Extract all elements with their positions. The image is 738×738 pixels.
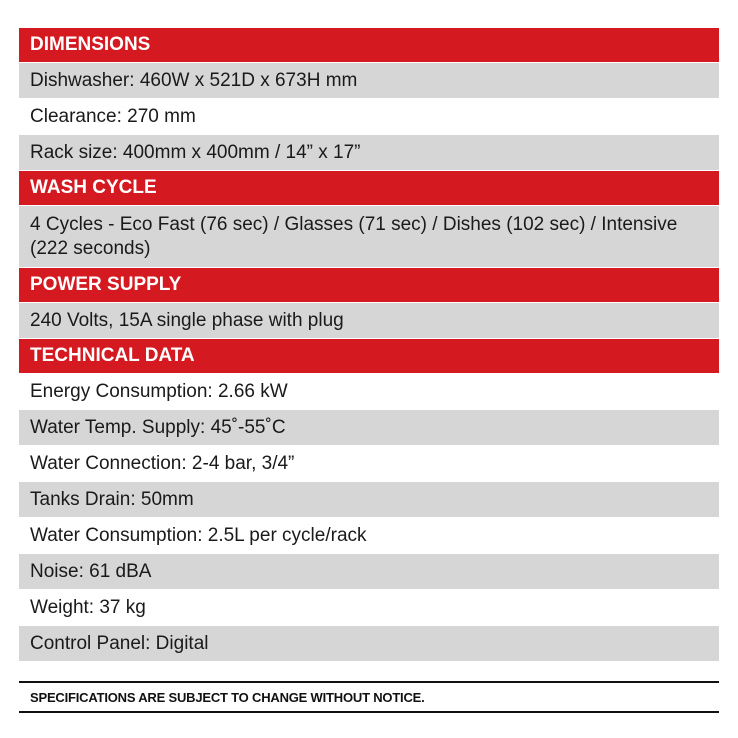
spec-row-water-consumption: Water Consumption: 2.5L per cycle/rack — [19, 518, 719, 554]
spec-row-water-temp: Water Temp. Supply: 45˚-55˚C — [19, 410, 719, 446]
spec-row-noise: Noise: 61 dBA — [19, 554, 719, 590]
spec-row-water-connection: Water Connection: 2-4 bar, 3/4” — [19, 446, 719, 482]
spec-row-control-panel: Control Panel: Digital — [19, 626, 719, 662]
spec-row-energy: Energy Consumption: 2.66 kW — [19, 374, 719, 410]
spec-row-dishwasher-size: Dishwasher: 460W x 521D x 673H mm — [19, 63, 719, 99]
section-header-wash-cycle: WASH CYCLE — [19, 171, 719, 206]
spec-table — [19, 28, 719, 662]
section-header-dimensions: DIMENSIONS — [19, 28, 719, 63]
spec-row-rack-size: Rack size: 400mm x 400mm / 14” x 17” — [19, 135, 719, 171]
spec-row-cycles: 4 Cycles - Eco Fast (76 sec) / Glasses (71 sec) / Dishes (102 sec) / Intensive (222 seconds) — [19, 206, 719, 268]
footer-notice-text: SPECIFICATIONS ARE SUBJECT TO CHANGE WITHOUT NOTICE. — [30, 689, 425, 705]
footer-notice — [19, 681, 719, 713]
spec-row-power: 240 Volts, 15A single phase with plug — [19, 303, 719, 339]
spec-row-tanks-drain: Tanks Drain: 50mm — [19, 482, 719, 518]
section-header-power-supply: POWER SUPPLY — [19, 268, 719, 303]
spec-row-clearance: Clearance: 270 mm — [19, 99, 719, 135]
section-header-technical-data: TECHNICAL DATA — [19, 339, 719, 374]
spec-row-weight: Weight: 37 kg — [19, 590, 719, 626]
